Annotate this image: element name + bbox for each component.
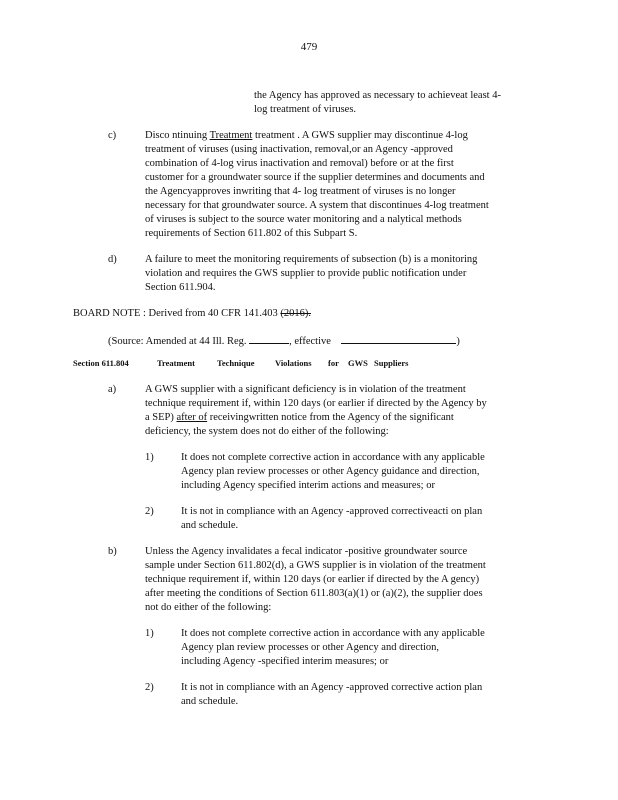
page-number: 479 — [300, 41, 318, 53]
heading-word: GWS — [348, 358, 368, 368]
item-a-line: a SEP) after of receivingwritten notice from the Agency of the significant — [145, 412, 454, 423]
item-d-marker: d) — [108, 254, 117, 265]
heading-word: Violations — [275, 358, 312, 368]
item-c-line: customer for a groundwater source if the supplier determines and documents and — [145, 172, 485, 183]
inserted-text: after of — [176, 412, 208, 423]
item-a-sub2-line: and schedule. — [181, 520, 239, 531]
item-d-line: A failure to meet the monitoring requirements of subsection (b) is a monitoring — [145, 254, 478, 265]
item-b-line: after meeting the conditions of Section 611.803(a)(1) or (a)(2), the supplier does — [145, 588, 483, 599]
item-b-sub1-line: including Agency -specified interim measures; or — [181, 656, 389, 667]
item-c-line: combination of 4-log virus inactivation and removal) before or at the first — [145, 158, 454, 169]
heading-word: for — [328, 358, 339, 368]
item-d-line: Section 611.904. — [145, 282, 216, 293]
item-b-sub2-marker: 2) — [145, 682, 154, 693]
item-b-sub2-line: and schedule. — [181, 696, 239, 707]
heading-word: Technique — [217, 358, 255, 368]
heading-word: Treatment — [157, 358, 195, 368]
item-c-line: necessary for that groundwater source. A system that discontinues 4-log treatment — [145, 200, 489, 211]
board-note: BOARD NOTE : Derived from 40 CFR 141.403 (2016). — [73, 308, 311, 319]
item-b-line: technique requirement if, within 120 days (or earlier if directed by the A gency) — [145, 574, 480, 585]
item-a-sub2-marker: 2) — [145, 506, 154, 517]
item-a-line: A GWS supplier with a significant deficiency is in violation of the treatment — [145, 384, 466, 395]
item-b-sub1-line: It does not complete corrective action in accordance with any applicable — [181, 628, 485, 639]
item-a-sub1-line: It does not complete corrective action in accordance with any applicable — [181, 452, 485, 463]
heading-word: Suppliers — [374, 358, 409, 368]
item-b-sub1-line: Agency plan review processes or other Agency and direction, — [181, 642, 440, 653]
item-a-sub1-marker: 1) — [145, 452, 154, 463]
item-c-line: the Agencyapproves inwriting that 4- log treatment of viruses is no longer — [145, 186, 456, 197]
item-c-line: of viruses is subject to the source water monitoring and a nalytical methods — [145, 214, 462, 225]
blank-reg — [249, 333, 289, 344]
item-a-line: technique requirement if, within 120 days (or earlier if directed by the Agency by — [145, 398, 487, 409]
item-a-sub1-line: Agency plan review processes or other Agency guidance and direction, — [181, 466, 480, 477]
item-a-sub1-line: including Agency specified interim actions and measures; or — [181, 480, 435, 491]
continuation-line: log treatment of viruses. — [254, 104, 357, 115]
item-b-line: not do either of the following: — [145, 602, 272, 613]
item-b-line: sample under Section 611.802(d), a GWS supplier is in violation of the treatment — [145, 560, 486, 571]
item-b-sub1-marker: 1) — [145, 628, 154, 639]
item-b-marker: b) — [108, 546, 117, 557]
item-a-marker: a) — [108, 384, 117, 395]
item-c-line: Disco ntinuing Treatment treatment . A GWS supplier may discontinue 4-log — [145, 130, 468, 141]
item-a-sub2-line: It is not in compliance with an Agency -approved correctiveacti on plan — [181, 506, 483, 517]
continuation-line: the Agency has approved as necessary to achieveat least 4- — [254, 90, 501, 101]
inserted-text: Treatment — [209, 130, 253, 141]
item-c-line: treatment of viruses (using inactivation, removal,or an Agency -approved — [145, 144, 453, 155]
blank-effective — [341, 333, 456, 344]
item-b-sub2-line: It is not in compliance with an Agency -approved corrective action plan — [181, 682, 483, 693]
item-b-line: Unless the Agency invalidates a fecal indicator -positive groundwater source — [145, 546, 468, 557]
source-line: (Source: Amended at 44 Ill. Reg. , effective ) — [108, 333, 460, 349]
item-a-line: deficiency, the system does not do either of the following: — [145, 426, 389, 437]
struck-text: (2016). — [280, 308, 311, 319]
item-c-line: requirements of Section 611.802 of this Subpart S. — [145, 228, 358, 239]
item-c-marker: c) — [108, 130, 117, 141]
section-number: Section 611.804 — [73, 358, 129, 368]
item-d-line: violation and requires the GWS supplier to provide public notification under — [145, 268, 467, 279]
